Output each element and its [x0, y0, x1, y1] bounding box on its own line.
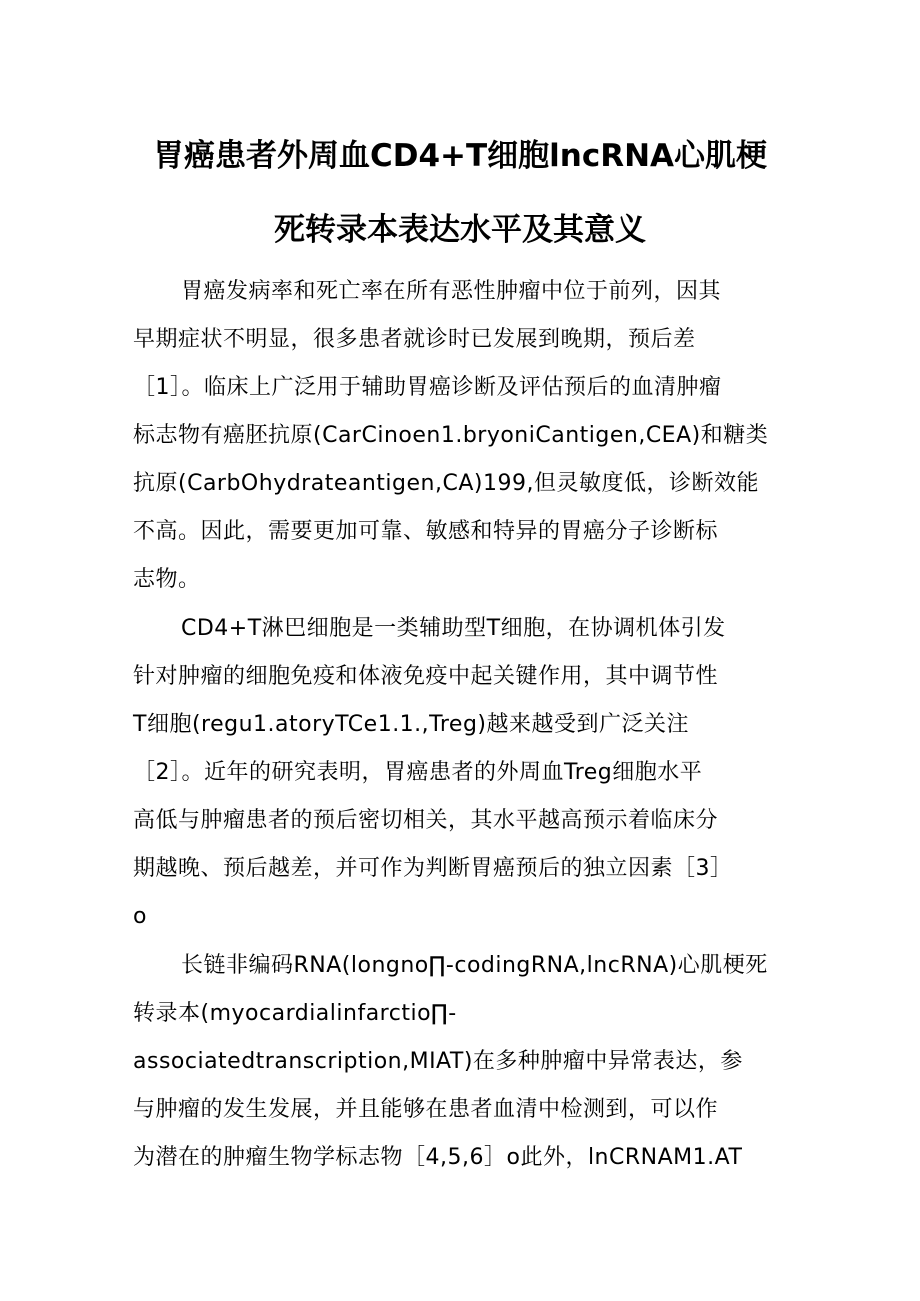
- paragraph-3-line-1: 长链非编码RNA(longno∏-codingRNA,lncRNA)心肌梗死: [181, 953, 768, 978]
- paragraph-2-line-7: o: [133, 904, 147, 929]
- paragraph-3-line-2: 转录本(myocardialinfarctio∏-: [133, 1001, 457, 1026]
- paragraph-2-line-3: T细胞(regu1.atoryTCe1.1.,Treg)越来越受到广泛关注: [133, 712, 690, 737]
- paragraph-1-line-2: 早期症状不明显，很多患者就诊时已发展到晚期，预后差: [133, 327, 696, 352]
- paragraph-1-line-5: 抗原(CarbOhydrateantigen,CA)199,但灵敏度低，诊断效能: [133, 471, 759, 496]
- paragraph-1-line-3: ［1］。临床上广泛用于辅助胃癌诊断及评估预后的血清肿瘤: [133, 375, 722, 400]
- paragraph-3-line-3: associatedtranscription,MIAT)在多种肿瘤中异常表达，参: [133, 1049, 743, 1074]
- title-line-1: 胃癌患者外周血CD4+T细胞lncRNA心肌梗: [152, 138, 768, 174]
- paragraph-1-line-1: 胃癌发病率和死亡率在所有恶性肿瘤中位于前列，因其: [181, 279, 722, 304]
- paragraph-1-line-4: 标志物有癌胚抗原(CarCinoen1.bryoniCantigen,CEA)和糖类: [133, 423, 769, 448]
- paragraph-3-line-5: 为潜在的肿瘤生物学标志物［4,5,6］o此外，lnCRNAM1.AT: [133, 1145, 743, 1170]
- paragraph-2-line-1: CD4+T淋巴细胞是一类辅助型T细胞，在协调机体引发: [181, 616, 726, 641]
- title-line-2: 死转录本表达水平及其意义: [274, 212, 646, 248]
- paragraph-2-line-4: ［2］。近年的研究表明，胃癌患者的外周血Treg细胞水平: [133, 760, 703, 785]
- paragraph-3-line-4: 与肿瘤的发生发展，并且能够在患者血清中检测到，可以作: [133, 1097, 719, 1122]
- paragraph-1-line-7: 志物。: [133, 567, 201, 592]
- paragraph-2-line-5: 高低与肿瘤患者的预后密切相关，其水平越高预示着临床分: [133, 808, 719, 833]
- paragraph-1-line-6: 不高。因此，需要更加可靠、敏感和特异的胃癌分子诊断标: [133, 519, 719, 544]
- paragraph-2-line-6: 期越晚、预后越差，并可作为判断胃癌预后的独立因素［3］: [133, 856, 733, 881]
- paragraph-2-line-2: 针对肿瘤的细胞免疫和体液免疫中起关键作用，其中调节性: [133, 664, 719, 689]
